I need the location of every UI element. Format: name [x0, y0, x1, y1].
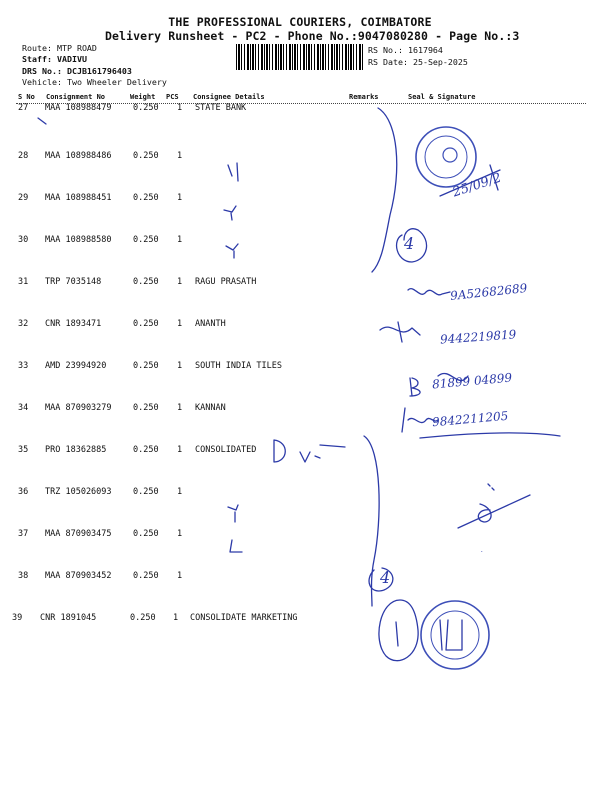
cell-wt: 0.250 — [133, 571, 159, 581]
cell-consignee: KANNAN — [195, 403, 226, 413]
cell-wt: 0.250 — [133, 151, 159, 161]
signature-33 — [380, 322, 420, 342]
cell-wt: 0.250 — [133, 319, 159, 329]
cell-cn: CNR 1891045 — [40, 613, 97, 623]
tick-mark-29 — [224, 206, 236, 220]
cell-wt: 0.250 — [133, 103, 159, 113]
cell-wt: 0.250 — [133, 487, 159, 497]
cell-sno: 28 — [18, 151, 29, 161]
cell-sno: 38 — [18, 571, 29, 581]
cell-sno: 33 — [18, 361, 29, 371]
drs-number: DRS No.: DCJB161796403 — [22, 66, 132, 76]
cell-pcs: 1 — [177, 151, 183, 161]
cell-wt: 0.250 — [133, 235, 159, 245]
handwritten-phone-32: 9A52682689 — [449, 280, 528, 304]
cell-sno: 30 — [18, 235, 29, 245]
signature-dv — [274, 440, 285, 462]
cell-pcs: 1 — [177, 319, 183, 329]
col-sno: S No — [18, 93, 35, 101]
handwritten-phone-33: 9442219819 — [439, 327, 517, 347]
cell-cn: MAA 108988580 — [45, 235, 112, 245]
cell-pcs: 1 — [177, 193, 183, 203]
cell-cn: MAA 108988451 — [45, 193, 112, 203]
handwritten-date: 25/09/2 — [450, 170, 504, 201]
cell-consignee: CONSOLIDATE MARKETING — [190, 613, 298, 623]
cell-sno: 39 — [12, 613, 23, 623]
cell-pcs: 1 — [177, 361, 183, 371]
cell-wt: 0.250 — [133, 403, 159, 413]
cell-sno: 37 — [18, 529, 29, 539]
rs-date: RS Date: 25-Sep-2025 — [368, 57, 468, 67]
cell-cn: MAA 870903279 — [45, 403, 112, 413]
cell-cn: PRO 18362885 — [45, 445, 107, 455]
cell-wt: 0.250 — [133, 193, 159, 203]
cell-pcs: 1 — [177, 529, 183, 539]
bracket-stroke-top — [372, 108, 397, 272]
staff-label: Staff: VADIVU — [22, 54, 87, 64]
cell-sno: 34 — [18, 403, 29, 413]
tick-mark-38 — [230, 540, 242, 552]
handwritten-phone-34: 81899 04899 — [431, 370, 513, 392]
signature-32 — [408, 289, 450, 295]
cell-pcs: 1 — [177, 571, 183, 581]
tick-mark-28 — [228, 163, 238, 181]
pen-stroke — [38, 118, 46, 124]
cell-cn: MAA 108988486 — [45, 151, 112, 161]
cell-consignee: CONSOLIDATED — [195, 445, 257, 455]
cell-wt: 0.250 — [133, 529, 159, 539]
cell-pcs: 1 — [177, 103, 183, 113]
route-label: Route: MTP ROAD — [22, 43, 97, 53]
cell-wt: 0.250 — [133, 445, 159, 455]
signature-37 — [458, 495, 530, 528]
signature-39 — [379, 600, 418, 661]
cell-wt: 0.250 — [130, 613, 156, 623]
svg-text:.: . — [480, 547, 484, 554]
cell-consignee: STATE BANK — [195, 103, 247, 113]
cell-pcs: 1 — [177, 445, 183, 455]
cell-cn: MAA 870903452 — [45, 571, 112, 581]
handwritten-count-bottom: 4 — [380, 568, 391, 587]
cell-wt: 0.250 — [133, 361, 159, 371]
tick-mark-30 — [226, 244, 238, 258]
cell-cn: AMD 23994920 — [45, 361, 107, 371]
cell-sno: 27 — [18, 103, 29, 113]
handwritten-count-top: 4 — [404, 234, 415, 253]
col-consignment: Consignment No — [46, 93, 106, 101]
document-title: THE PROFESSIONAL COURIERS, COIMBATORE — [168, 15, 432, 29]
col-weight: Weight — [130, 93, 156, 101]
cell-sno: 36 — [18, 487, 29, 497]
rs-number: RS No.: 1617964 — [368, 45, 443, 55]
cell-pcs: 1 — [177, 403, 183, 413]
cell-consignee: SOUTH INDIA TILES — [195, 361, 282, 371]
cell-cn: MAA 108988479 — [45, 103, 112, 113]
cell-pcs: 1 — [177, 277, 183, 287]
cell-sno: 31 — [18, 277, 29, 287]
vehicle-label: Vehicle: Two Wheeler Delivery — [22, 77, 167, 87]
cell-cn: CNR 1893471 — [45, 319, 102, 329]
col-remarks: Remarks — [349, 93, 379, 101]
bracket-stroke-bottom — [364, 436, 379, 606]
cell-sno: 35 — [18, 445, 29, 455]
cell-sno: 29 — [18, 193, 29, 203]
tick-mark-37 — [228, 505, 238, 522]
col-seal-signature: Seal & Signature — [408, 93, 476, 101]
col-pcs: PCS — [166, 93, 179, 101]
cell-cn: TRP 7035148 — [45, 277, 102, 287]
cell-pcs: 1 — [177, 487, 183, 497]
cell-consignee: RAGU PRASATH — [195, 277, 257, 287]
cell-consignee: ANANTH — [195, 319, 226, 329]
cell-pcs: 1 — [173, 613, 179, 623]
cell-cn: MAA 870903475 — [45, 529, 112, 539]
signature-34 — [410, 378, 420, 396]
cell-cn: TRZ 105026093 — [45, 487, 112, 497]
handwritten-phone-35: 9842211205 — [431, 408, 509, 430]
cell-wt: 0.250 — [133, 277, 159, 287]
cell-sno: 32 — [18, 319, 29, 329]
col-consignee: Consignee Details — [193, 93, 265, 101]
cell-pcs: 1 — [177, 235, 183, 245]
runsheet-subtitle: Delivery Runsheet - PC2 - Phone No.:9047080280 - Page No.:3 — [105, 29, 520, 43]
